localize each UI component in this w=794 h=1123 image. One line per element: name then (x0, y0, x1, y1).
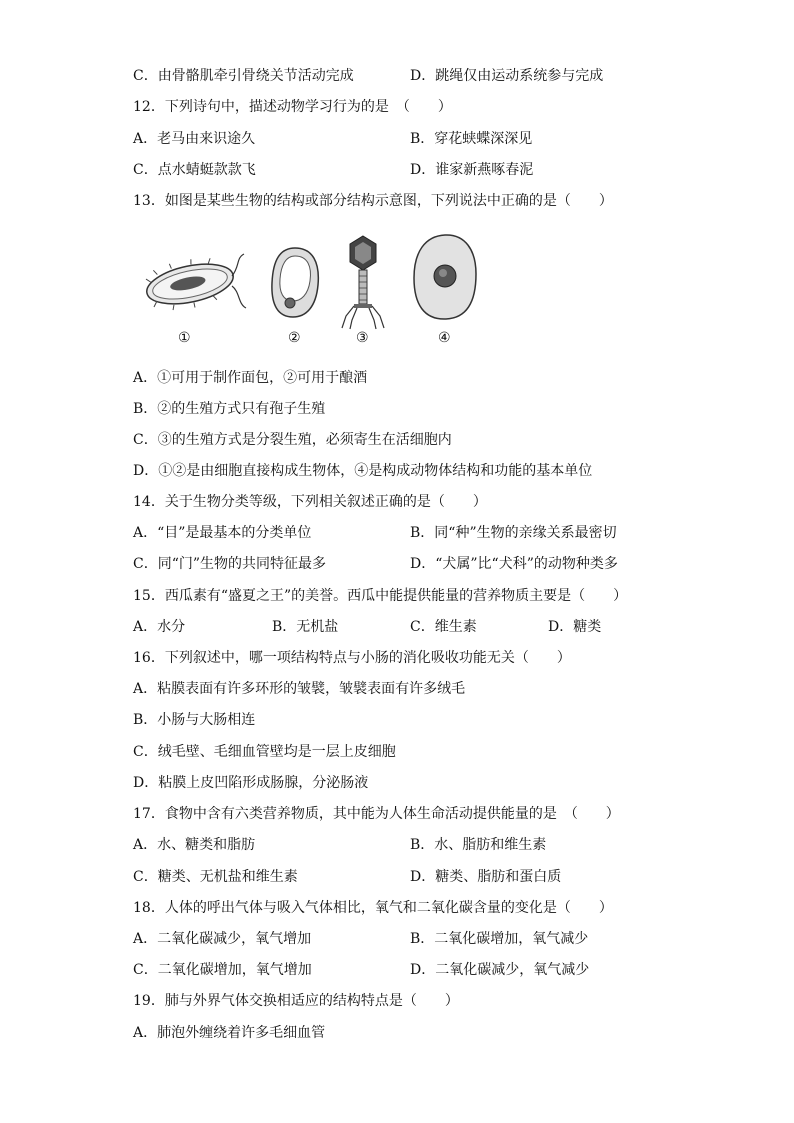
q13-option-b: B．②的生殖方式只有孢子生殖 (133, 401, 326, 417)
figure-label-4: ④ (438, 330, 451, 346)
q18-option-b: B．二氧化碳增加，氧气减少 (410, 931, 589, 947)
figure-label-1: ① (178, 330, 191, 346)
q14-option-a: A．“目”是最基本的分类单位 (133, 525, 312, 541)
q12-stem: 12．下列诗句中，描述动物学习行为的是 （ ） (133, 99, 452, 115)
q16-option-a: A．粘膜表面有许多环形的皱襞，皱襞表面有许多绒毛 (133, 681, 466, 697)
animal-cell-figure (410, 232, 480, 322)
q14-option-d: D．“犬属”比“犬科”的动物种类多 (410, 556, 618, 572)
q15-option-b: B．无机盐 (272, 619, 339, 635)
q17-option-c: C．糖类、无机盐和维生素 (133, 869, 298, 885)
q14-stem: 14．关于生物分类等级，下列相关叙述正确的是（ ） (133, 494, 487, 510)
q18-stem: 18．人体的呼出气体与吸入气体相比，氧气和二氧化碳含量的变化是（ ） (133, 900, 613, 916)
q18-option-c: C．二氧化碳增加，氧气增加 (133, 962, 312, 978)
q14-option-c: C．同“门”生物的共同特征最多 (133, 556, 327, 572)
q15-stem: 15．西瓜素有“盛夏之王”的美誉。西瓜中能提供能量的营养物质主要是（ ） (133, 588, 628, 604)
q18-option-d: D．二氧化碳减少，氧气减少 (410, 962, 590, 978)
q16-option-b: B．小肠与大肠相连 (133, 712, 256, 728)
q17-option-a: A．水、糖类和脂肪 (133, 837, 256, 853)
q17-option-d: D．糖类、脂肪和蛋白质 (410, 869, 562, 885)
q11-option-d: D．跳绳仅由运动系统参与完成 (410, 68, 604, 84)
virus-figure (340, 234, 386, 330)
q15-option-c: C．维生素 (410, 619, 477, 635)
q15-option-a: A．水分 (133, 619, 186, 635)
figure-label-2: ② (288, 330, 301, 346)
q16-option-d: D．粘膜上皮凹陷形成肠腺，分泌肠液 (133, 775, 369, 791)
bacterium-figure (140, 252, 250, 312)
q13-stem: 13．如图是某些生物的结构或部分结构示意图，下列说法中正确的是（ ） (133, 193, 613, 209)
q12-option-c: C．点水蜻蜓款款飞 (133, 162, 256, 178)
q17-stem: 17．食物中含有六类营养物质，其中能为人体生命活动提供能量的是 （ ） (133, 806, 620, 822)
q15-option-d: D．糖类 (548, 619, 602, 635)
q16-option-c: C．绒毛壁、毛细血管壁均是一层上皮细胞 (133, 744, 396, 760)
q16-stem: 16．下列叙述中，哪一项结构特点与小肠的消化吸收功能无关（ ） (133, 650, 571, 666)
yeast-figure (268, 245, 323, 320)
q19-stem: 19．肺与外界气体交换相适应的结构特点是（ ） (133, 993, 459, 1009)
q12-option-a: A．老马由来识途久 (133, 131, 256, 147)
figure-label-3: ③ (356, 330, 369, 346)
q18-option-a: A．二氧化碳减少，氧气增加 (133, 931, 312, 947)
q11-option-c: C．由骨骼肌牵引骨绕关节活动完成 (133, 68, 354, 84)
q13-option-d: D．①②是由细胞直接构成生物体，④是构成动物体结构和功能的基本单位 (133, 463, 593, 479)
q12-option-b: B．穿花蛱蝶深深见 (410, 131, 533, 147)
q17-option-b: B．水、脂肪和维生素 (410, 837, 547, 853)
q13-option-c: C．③的生殖方式是分裂生殖，必须寄生在活细胞内 (133, 432, 452, 448)
q14-option-b: B．同“种”生物的亲缘关系最密切 (410, 525, 617, 541)
q13-option-a: A．①可用于制作面包，②可用于酿酒 (133, 370, 368, 386)
q19-option-a: A．肺泡外缠绕着许多毛细血管 (133, 1025, 326, 1041)
q12-option-d: D．谁家新燕啄春泥 (410, 162, 534, 178)
